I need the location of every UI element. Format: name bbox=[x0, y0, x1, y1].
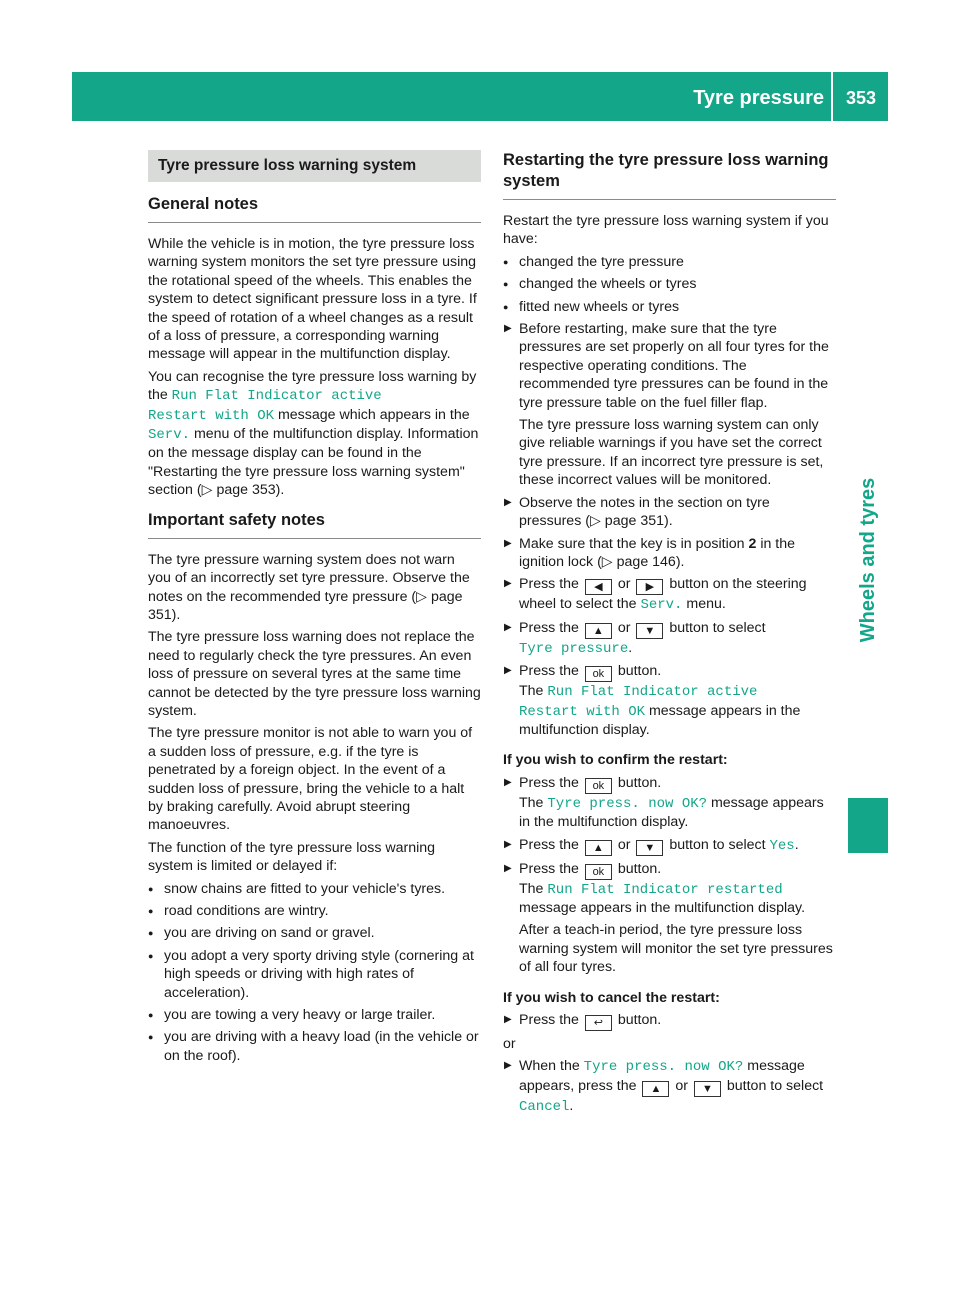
side-tab-marker bbox=[848, 798, 888, 853]
down-arrow-icon: ▼ bbox=[636, 840, 663, 856]
list-item: ● snow chains are fitted to your vehicle's tyres. bbox=[148, 880, 481, 898]
list-item: ● changed the wheels or tyres bbox=[503, 275, 836, 293]
safety-notes-heading: Important safety notes bbox=[148, 510, 481, 539]
down-arrow-icon: ▼ bbox=[694, 1081, 721, 1097]
safety-paragraph-1: The tyre pressure warning system does not warn you of an incorrectly set tyre pressure. Observe the notes on the recommended tyre pressure (▷ page 351). bbox=[148, 551, 470, 623]
message-restart-with-ok: Restart with OK bbox=[519, 703, 646, 720]
message-run-flat-active: Run Flat Indicator active bbox=[171, 388, 382, 405]
up-arrow-icon: ▲ bbox=[585, 623, 612, 639]
ok-button-icon: ok bbox=[585, 778, 612, 794]
safety-paragraph-2: The tyre pressure loss warning does not replace the need to regularly check the tyre pressures. An even loss of pressure on several tyres at the same time cannot be detected by the tyre pressure loss warning system. bbox=[148, 629, 481, 719]
right-arrow-icon: ▶ bbox=[636, 579, 663, 595]
confirm-step-1: ▶ Press the ok button. The Tyre press. now OK? message appears in the multifunction display. bbox=[503, 774, 836, 832]
ok-button-icon: ok bbox=[585, 666, 612, 682]
message-restart-with-ok: Restart with OK bbox=[148, 407, 275, 424]
option-yes: Yes bbox=[769, 837, 795, 854]
list-item: ● you are towing a very heavy or large trailer. bbox=[148, 1006, 481, 1024]
message-run-flat-active: Run Flat Indicator active bbox=[547, 684, 758, 701]
up-arrow-icon: ▲ bbox=[585, 840, 612, 856]
message-tyre-press-ok: Tyre press. now OK? bbox=[583, 1059, 744, 1076]
list-item: ● you are driving on sand or gravel. bbox=[148, 924, 481, 942]
menu-serv: Serv. bbox=[148, 427, 191, 444]
step-note: The tyre pressure loss warning system can only give reliable warnings if you have set the correct tyre pressure. If an incorrect tyre pressure is set, these incorrect values will be monitored. bbox=[519, 417, 824, 489]
down-arrow-icon: ▼ bbox=[636, 623, 663, 639]
cancel-step-2: ▶ When the Tyre press. now OK? message appears, press the ▲ or ▼ button to select Cancel. bbox=[503, 1057, 836, 1116]
cancel-step-1: ▶ Press the ↩ button. bbox=[503, 1011, 836, 1031]
step-select-serv-menu: ▶ Press the ◀ or ▶ button on the steering wheel to select the Serv. menu. bbox=[503, 575, 836, 614]
left-column bbox=[148, 150, 481, 1065]
right-column bbox=[503, 150, 836, 1116]
list-item: ● road conditions are wintry. bbox=[148, 902, 481, 920]
option-cancel: Cancel bbox=[519, 1098, 570, 1115]
left-arrow-icon: ◀ bbox=[585, 579, 612, 595]
side-tab-label: Wheels and tyres bbox=[857, 477, 879, 643]
safety-paragraph-4: The function of the tyre pressure loss warning system is limited or delayed if: bbox=[148, 839, 436, 875]
section-title: Tyre pressure loss warning system bbox=[148, 150, 481, 182]
safety-paragraph-3: The tyre pressure monitor is not able to warn you of a sudden loss of pressure, e.g. if the tyre is penetrated by a foreign object. In the event of a sudden loss of pressure, bring the vehicle to a halt by braking carefully. Avoid abrupt steering manoeuvres. bbox=[148, 725, 473, 834]
step-press-ok: ▶ Press the ok button. The Run Flat Indicator active Restart with OK message appears in the multifunction display. bbox=[503, 662, 836, 739]
general-notes-paragraph-1: While the vehicle is in motion, the tyre pressure loss warning system monitors the set tyre pressure using the rotational speed of the wheels. This enables the system to detect significant pressure loss in a tyre. If the speed of rotation of a wheel changes as a result of a loss of pressure, a corresponding warning message will appear in the multifunction display. bbox=[148, 236, 477, 363]
cancel-heading: If you wish to cancel the restart: bbox=[503, 989, 720, 1006]
ok-button-icon: ok bbox=[585, 864, 612, 880]
list-item: ● changed the tyre pressure bbox=[503, 253, 836, 271]
up-arrow-icon: ▲ bbox=[642, 1081, 669, 1097]
general-notes-heading: General notes bbox=[148, 194, 481, 223]
confirm-heading: If you wish to confirm the restart: bbox=[503, 752, 728, 769]
restart-heading: Restarting the tyre pressure loss warning system bbox=[503, 150, 836, 200]
step-select-tyre-pressure: ▶ Press the ▲ or ▼ button to select Tyre pressure. bbox=[503, 619, 836, 658]
general-notes-paragraph-2: You can recognise the tyre pressure loss warning by the Run Flat Indicator active Restart with OK message which appears in the Serv. menu of the multifunction display. Information on the message display can be found in the "Restarting the tyre pressure loss warning system" section (▷ page 353). bbox=[148, 368, 479, 499]
restart-intro: Restart the tyre pressure loss warning system if you have: bbox=[503, 213, 829, 248]
step-note: After a teach-in period, the tyre pressure loss warning system will monitor the set tyre pressures of all four tyres. bbox=[519, 922, 833, 976]
list-item: ● you are driving with a heavy load (in the vehicle or on the roof). bbox=[148, 1028, 481, 1065]
page-number: 353 bbox=[845, 88, 877, 108]
confirm-step-3: ▶ Press the ok button. The Run Flat Indicator restarted message appears in the multifunction display. After a teach-in period, the tyre pressure loss warning system will monitor the set tyre pressures of all four tyres. bbox=[503, 860, 836, 977]
step-check-pressures: ▶ Before restarting, make sure that the tyre pressures are set properly on all four tyres for the respective operating conditions. The recommended tyre pressures can be found in the tyre pressure table on the fuel filler flap. The tyre pressure loss warning system can only give reliable warnings if you have set the correct tyre pressure. If an incorrect tyre pressure is set, these incorrect values will be monitored. bbox=[503, 320, 836, 490]
message-run-flat-restarted: Run Flat Indicator restarted bbox=[547, 881, 783, 898]
confirm-step-2: ▶ Press the ▲ or ▼ button to select Yes. bbox=[503, 836, 836, 856]
list-item: ● fitted new wheels or tyres bbox=[503, 298, 836, 316]
step-observe-notes: ▶ Observe the notes in the section on tyre pressures (▷ page 351). bbox=[503, 494, 836, 531]
back-button-icon: ↩ bbox=[585, 1015, 612, 1031]
step-key-position: ▶ Make sure that the key is in position 2 in the ignition lock (▷ page 146). bbox=[503, 535, 836, 572]
or-separator: or bbox=[503, 1036, 516, 1052]
running-header-title: Tyre pressure bbox=[693, 87, 824, 109]
menu-item-tyre-pressure: Tyre pressure bbox=[519, 640, 629, 657]
list-item: ● you adopt a very sporty driving style (cornering at high speeds or driving with high rates of acceleration). bbox=[148, 947, 481, 1002]
menu-serv: Serv. bbox=[640, 597, 683, 614]
header-divider bbox=[831, 72, 833, 121]
message-tyre-press-ok: Tyre press. now OK? bbox=[547, 795, 708, 812]
